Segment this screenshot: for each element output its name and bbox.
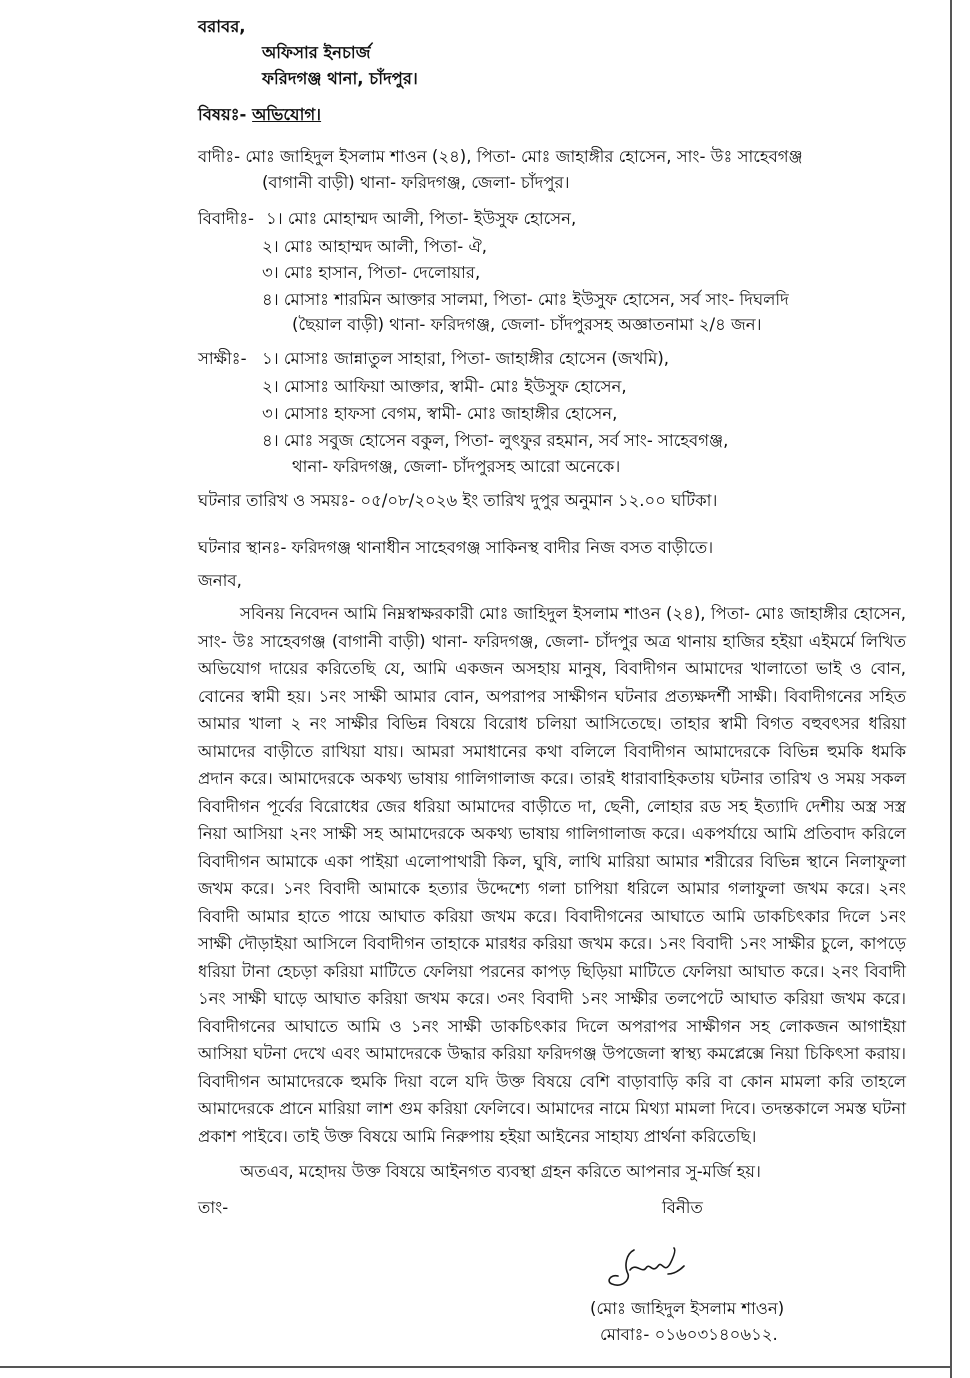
salutation: জনাব, [198, 571, 242, 590]
witness-4-cont: থানা- ফরিদগঞ্জ, জেলা- চাঁদপুরসহ আরো অনেকে। [292, 457, 621, 476]
recipient-officer: অফিসার ইনচার্জ [262, 43, 371, 62]
witness-4: ৪। মোঃ সবুজ হোসেন বকুল, পিতা- লুৎফুর রহমান, সর্ব সাং- সাহেবগঞ্জ, [262, 431, 729, 450]
signature-image [600, 1244, 690, 1294]
subject-label: বিষয়ঃ- [198, 105, 247, 124]
recipient-to: বরাবর, [198, 17, 246, 36]
defendant-4: ৪। মোসাঃ শারমিন আক্তার সালমা, পিতা- মোঃ ইউসুফ হোসেন, সর্ব সাং- দিঘলদি [262, 290, 789, 309]
witness-3: ৩। মোসাঃ হাফসা বেগম, স্বামী- মোঃ জাহাঙ্গীর হোসেন, [262, 404, 618, 423]
plaintiff-line-2: (বাগানী বাড়ী) থানা- ফরিদগঞ্জ, জেলা- চাঁদপুর। [262, 173, 570, 192]
incident-place: ঘটনার স্থানঃ- ফরিদগঞ্জ থানাধীন সাহেবগঞ্জ সাকিনস্থ বাদীর নিজ বসত বাড়ীতে। [198, 538, 714, 557]
witness-1: ১। মোসাঃ জান্নাতুল সাহারা, পিতা- জাহাঙ্গীর হোসেন (জখমি), [262, 349, 670, 368]
defendant-2: ২। মোঃ আহাম্মদ আলী, পিতা- ঐ, [262, 237, 487, 256]
incident-datetime: ঘটনার তারিখ ও সময়ঃ- ০৫/০৮/২০২৬ ইং তারিখ দুপুর অনুমান ১২.০০ ঘটিকা। [198, 491, 718, 510]
complaint-body-paragraph: সবিনয় নিবেদন আমি নিম্নস্বাক্ষরকারী মোঃ জাহিদুল ইসলাম শাওন (২৪), পিতা- মোঃ জাহাঙ্গীর হোসেন, সাং- উঃ সাহেবগঞ্জ (বাগানী বাড়ী) থানা- ফরিদগঞ্জ, জেলা- চাঁদপুর অত্র থানায় হাজির হইয়া এইমর্মে লিখিত অভিযোগ দায়ের করিতেছি যে, আমি একজন অসহায় মানুষ, বিবাদীগন আমাদের খালাতো ভাই ও বোন, বোনের স্বামী হয়। ১নং সাক্ষী আমার বোন, অপরাপর সাক্ষীগন ঘটনার প্রত্যক্ষদর্শী সাক্ষী। বিবাদীগনের সহিত আমার খালা ২ নং সাক্ষীর বিভিন্ন বিষয়ে বিরোধ চলিয়া আসিতেছে। তাহার স্বামী বিগত বহুবৎসর ধরিয়া আমাদের বাড়ীতে রাখিয়া যায়। আমরা সমাধানের কথা বলিলে বিবাদীগন আমাদেরকে বিভিন্ন হুমকি ধমকি প্রদান করে। আমাদেরকে অকথ্য ভাষায় গালিগালাজ করে। তারই ধারাবাহিকতায় ঘটনার তারিখ ও সময় সকল বিবাদীগন পূর্বের বিরোধের জের ধরিয়া আমাদের বাড়ীতে দা, ছেনী, লোহার রড সহ ইত্যাদি দেশীয় অস্ত্র সস্ত্র নিয়া আসিয়া ২নং সাক্ষী সহ আমাদেরকে অকথ্য ভাষায় গালিগালাজ করে। একপর্যায়ে আমি প্রতিবাদ করিলে বিবাদীগন আমাকে একা পাইয়া এলোপাথারী কিল, ঘুষি, লাথি মারিয়া আমার শরীরের বিভিন্ন স্থানে নিলাফুলা জখম করে। ১নং বিবাদী আমাকে হত্যার উদ্দেশ্যে গলা চাপিয়া ধরিলে আমার গলাফুলা জখম করে। ২নং বিবাদী আমার হাতে পায়ে আঘাত করিয়া জখম করে। বিবাদীগনের আঘাতে আমি ডাকচিৎকার দিলে ১নং সাক্ষী দৌড়াইয়া আসিলে বিবাদীগন তাহাকে মারধর করিয়া জখম করে। ১নং বিবাদী ১নং সাক্ষীর চুলে, কাপড়ে ধরিয়া টানা হেচড়া করিয়া মাটিতে ফেলিয়া পরনের কাপড় ছিড়িয়া মাটিতে ফেলিয়া আঘাত করে। ২নং বিবাদী ১নং সাক্ষী ঘাড়ে আঘাত করিয়া জখম করে। ৩নং বিবাদী ১নং সাক্ষীর তলপেটে আঘাত করিয়া জখম করে। বিবাদীগনের আঘাতে আমি ও ১নং সাক্ষী ডাকচিৎকার দিলে অপরাপর সাক্ষীগন সহ লোকজন আগাইয়া আসিয়া ঘটনা দেখে এবং আমাদেরকে উদ্ধার করিয়া ফরিদগঞ্জ উপজেলা স্বাস্থ্য কমপ্লেক্সে নিয়া চিকিৎসা করায়। বিবাদীগন আমাদেরকে হুমকি দিয়া বলে যদি উক্ত বিষয়ে বেশি বাড়াবাড়ি করি বা কোন মামলা করি তাহলে আমাদেরকে প্রানে মারিয়া লাশ গুম করিয়া ফেলিবে। আমাদের নামে মিথ্যা মামলা দিবে। তদন্তকালে সমস্ত ঘটনা প্রকাশ পাইবে। তাই উক্ত বিষয়ে আমি নিরুপায় হইয়া আইনের সাহায্য প্রার্থনা করিতেছি। [198, 604, 906, 1146]
signer-mobile: মোবাঃ- ০১৬০৩১৪০৬১২. [600, 1325, 778, 1344]
subject-line [198, 104, 321, 126]
witness-2: ২। মোসাঃ আফিয়া আক্তার, স্বামী- মোঃ ইউসুফ হোসেন, [262, 377, 627, 396]
subject-value: অভিযোগ। [252, 105, 322, 124]
page-border-bottom [0, 1366, 952, 1368]
plaintiff-line-1: বাদীঃ- মোঃ জাহিদুল ইসলাম শাওন (২৪), পিতা- মোঃ জাহাঙ্গীর হোসেন, সাং- উঃ সাহেবগঞ্জ [198, 147, 803, 166]
page-border-right [950, 0, 952, 1378]
defendant-1: ১। মোঃ মোহাম্মদ আলী, পিতা- ইউসুফ হোসেন, [266, 209, 577, 228]
signer-name: (মোঃ জাহিদুল ইসলাম শাওন) [590, 1299, 785, 1318]
defendant-4-cont: (ছৈয়াল বাড়ী) থানা- ফরিদগঞ্জ, জেলা- চাঁদপুরসহ অজ্ঞাতনামা ২/৪ জন। [292, 315, 762, 334]
yours-faithfully: বিনীত [662, 1198, 703, 1217]
defendant-3: ৩। মোঃ হাসান, পিতা- দেলোয়ার, [262, 263, 481, 282]
defendants-label: বিবাদীঃ- [198, 209, 255, 228]
closing-line: অতএব, মহোদয় উক্ত বিষয়ে আইনগত ব্যবস্থা গ্রহন করিতে আপনার সু-মর্জি হয়। [240, 1162, 761, 1181]
witnesses-label: সাক্ষীঃ- [198, 349, 247, 368]
recipient-station: ফরিদগঞ্জ থানা, চাঁদপুর। [262, 69, 418, 88]
date-label: তাং- [198, 1198, 229, 1217]
